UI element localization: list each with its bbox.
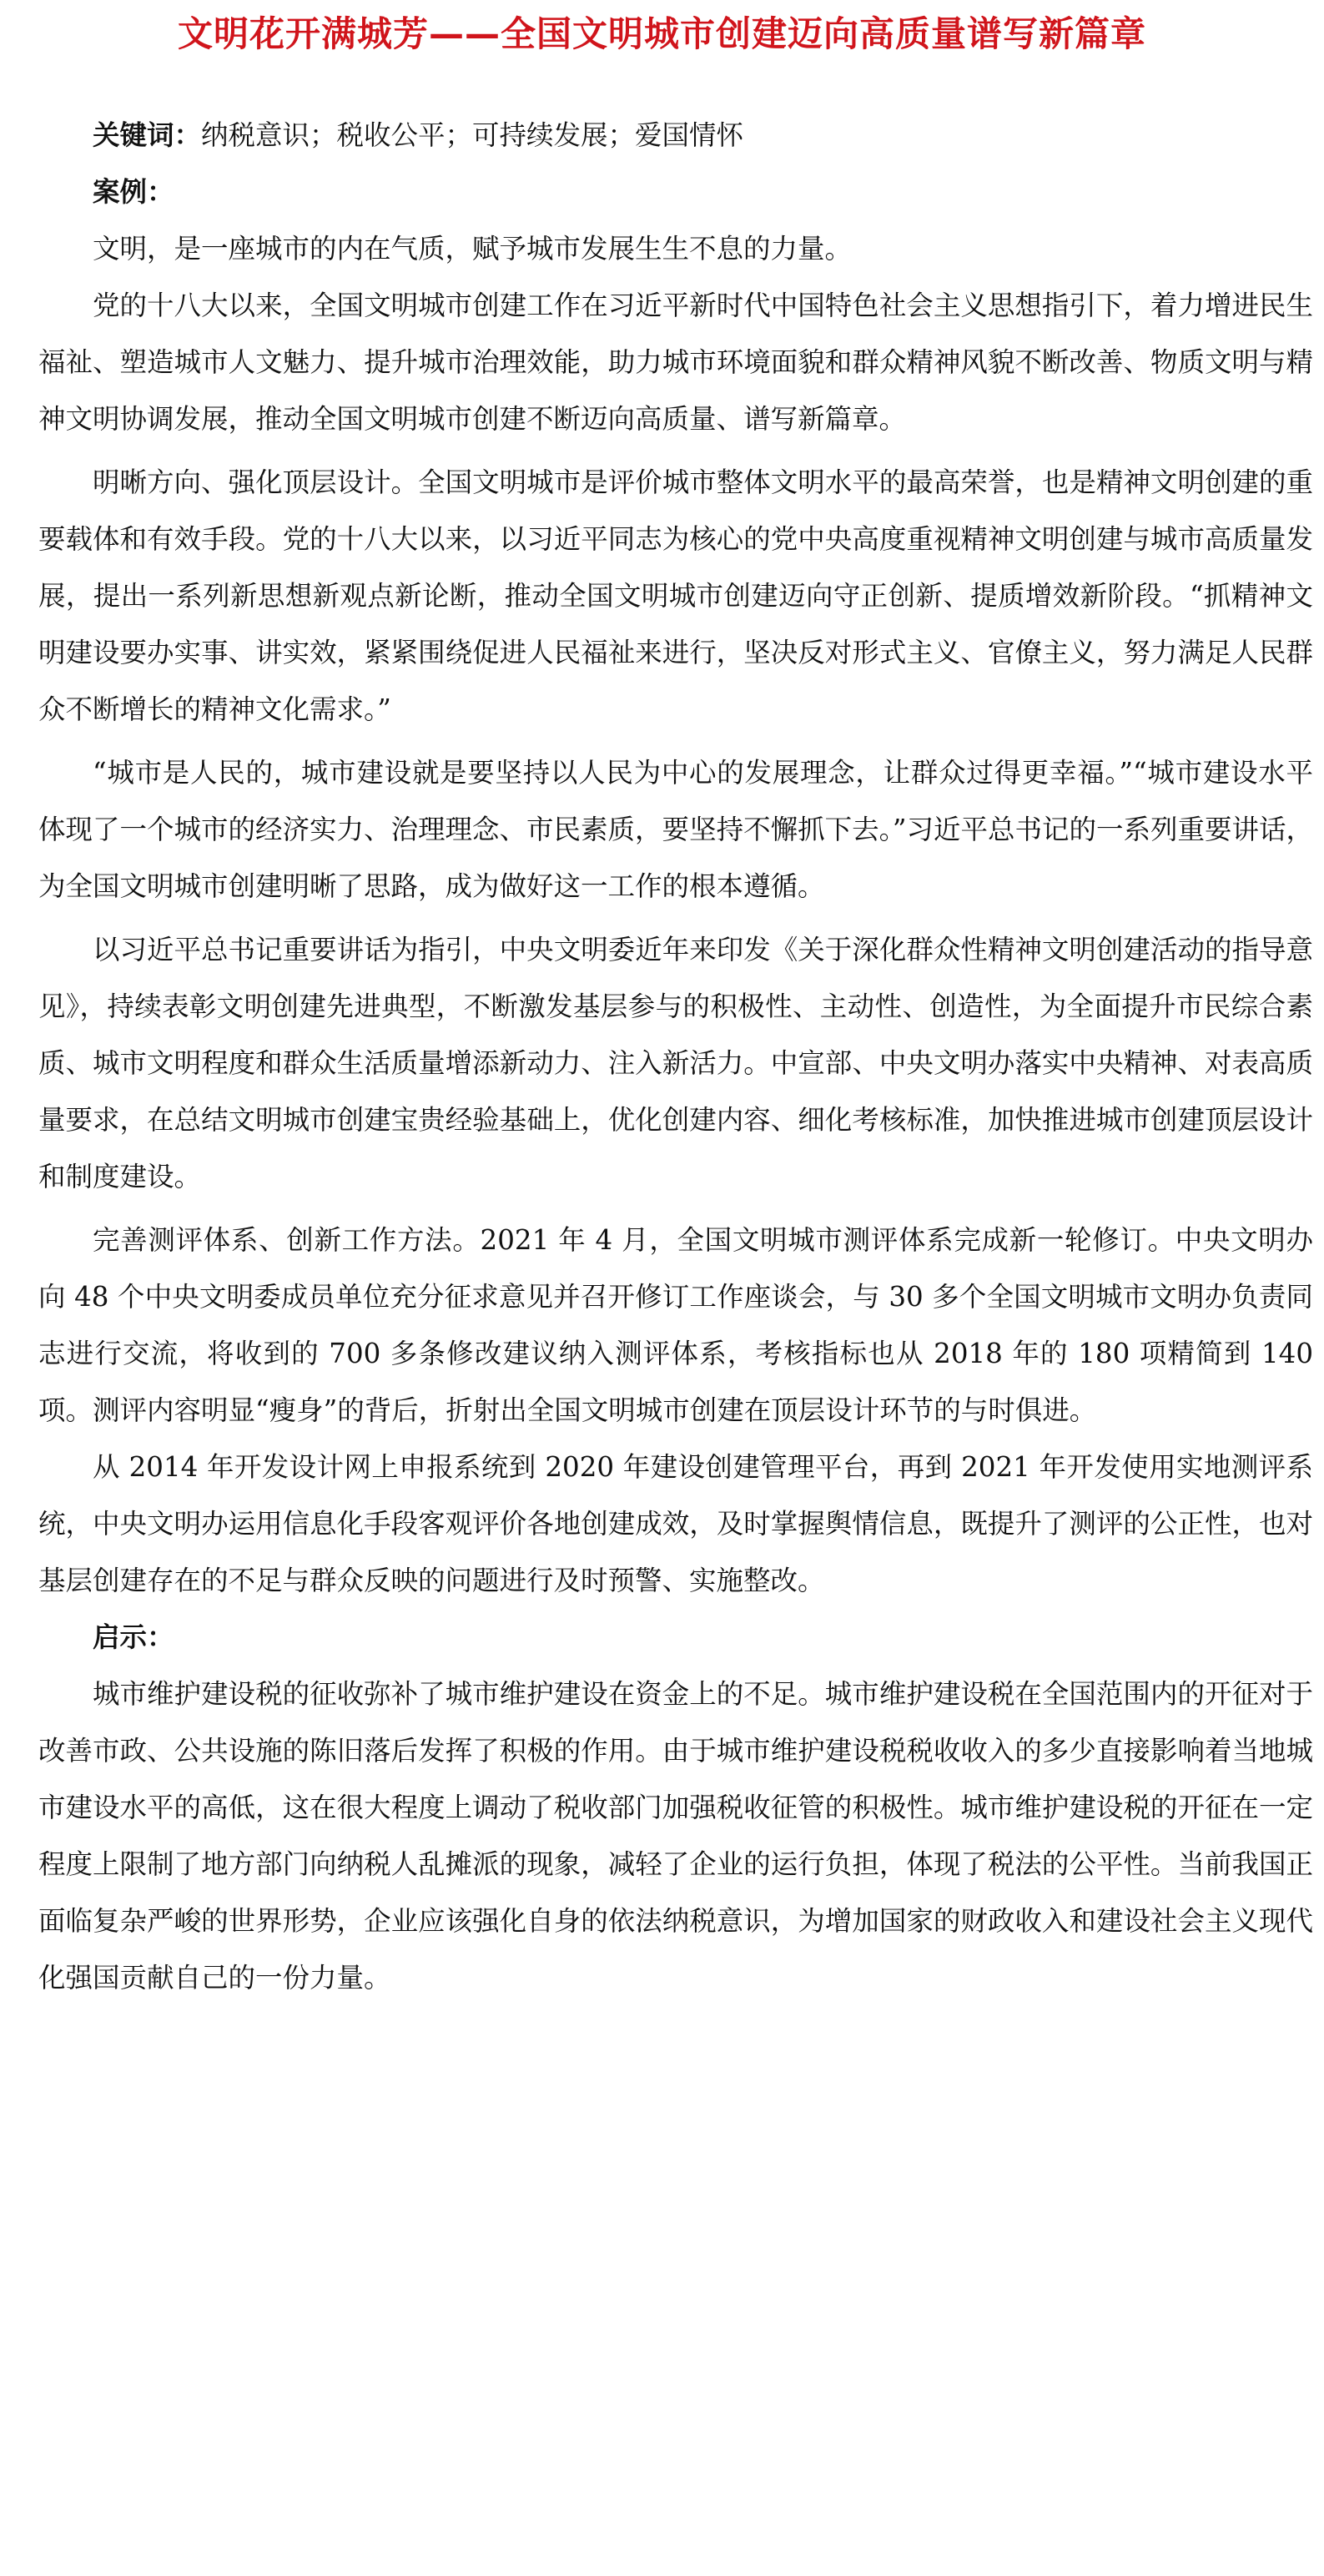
keywords-value: 纳税意识；税收公平；可持续发展；爱国情怀 bbox=[201, 119, 744, 151]
document-body bbox=[38, 107, 1313, 2006]
case-paragraph: “城市是人民的，城市建设就是要坚持以人民为中心的发展理念，让群众过得更幸福。”“城市建设水平体现了一个城市的经济实力、治理理念、市民素质，要坚持不懈抓下去。”习近平总书记的一系列重要讲话，为全国文明城市创建明晰了思路，成为做好这一工作的根本遵循。 bbox=[38, 757, 1313, 902]
case-paragraph: 文明，是一座城市的内在气质，赋予城市发展生生不息的力量。 bbox=[93, 233, 853, 265]
keywords-line bbox=[38, 107, 1313, 164]
keywords-label: 关键词： bbox=[93, 118, 202, 151]
case-paragraph: 以习近平总书记重要讲话为指引，中央文明委近年来印发《关于深化群众性精神文明创建活动的指导意见》，持续表彰文明创建先进典型，不断激发基层参与的积极性、主动性、创造性，为全面提升市民综合素质、城市文明程度和群众生活质量增添新动力、注入新活力。中宣部、中央文明办落实中央精神、对表高质量要求，在总结文明城市创建宝贵经验基础上，优化创建内容、细化考核标准，加快推进城市创建顶层设计和制度建设。 bbox=[38, 934, 1313, 1192]
insight-paragraph: 城市维护建设税的征收弥补了城市维护建设在资金上的不足。城市维护建设税在全国范围内的开征对于改善市政、公共设施的陈旧落后发挥了积极的作用。由于城市维护建设税税收收入的多少直接影响着当地城市建设水平的高低，这在很大程度上调动了税收部门加强税收征管的积极性。城市维护建设税的开征在一定程度上限制了地方部门向纳税人乱摊派的现象，减轻了企业的运行负担，体现了税法的公平性。当前我国正面临复杂严峻的世界形势，企业应该强化自身的依法纳税意识，为增加国家的财政收入和建设社会主义现代化强国贡献自己的一份力量。 bbox=[38, 1678, 1313, 1994]
case-paragraph: 完善测评体系、创新工作方法。2021 年 4 月，全国文明城市测评体系完成新一轮修订。中央文明办向 48 个中央文明委成员单位充分征求意见并召开修订工作座谈会，与 30 多个全国文明城市文明办负责同志进行交流，将收到的 700 多条修改建议纳入测评体系，考核指标也从 2018 年的 180 项精简到 140 项。测评内容明显“瘦身”的背后，折射出全国文明城市创建在顶层设计环节的与时俱进。 bbox=[38, 1224, 1313, 1426]
case-paragraph: 从 2014 年开发设计网上申报系统到 2020 年建设创建管理平台，再到 2021 年开发使用实地测评系统，中央文明办运用信息化手段客观评价各地创建成效，及时掌握舆情信息，既提升了测评的公正性，也对基层创建存在的不足与群众反映的问题进行及时预警、实施整改。 bbox=[38, 1451, 1313, 1596]
case-paragraph: 党的十八大以来，全国文明城市创建工作在习近平新时代中国特色社会主义思想指引下，着力增进民生福祉、塑造城市人文魅力、提升城市治理效能，助力城市环境面貌和群众精神风貌不断改善、物质文明与精神文明协调发展，推动全国文明城市创建不断迈向高质量、谱写新篇章。 bbox=[38, 290, 1313, 435]
case-heading: 案例： bbox=[93, 175, 174, 208]
document-title: 文明花开满城芳——全国文明城市创建迈向高质量谱写新篇章 bbox=[177, 13, 1146, 54]
insight-heading: 启示： bbox=[93, 1621, 174, 1653]
case-paragraph: 明晰方向、强化顶层设计。全国文明城市是评价城市整体文明水平的最高荣誉，也是精神文明创建的重要载体和有效手段。党的十八大以来，以习近平同志为核心的党中央高度重视精神文明创建与城市高质量发展，提出一系列新思想新观点新论断，推动全国文明城市创建迈向守正创新、提质增效新阶段。“抓精神文明建设要办实事、讲实效，紧紧围绕促进人民福祉来进行，坚决反对形式主义、官僚主义，努力满足人民群众不断增长的精神文化需求。” bbox=[38, 466, 1313, 725]
